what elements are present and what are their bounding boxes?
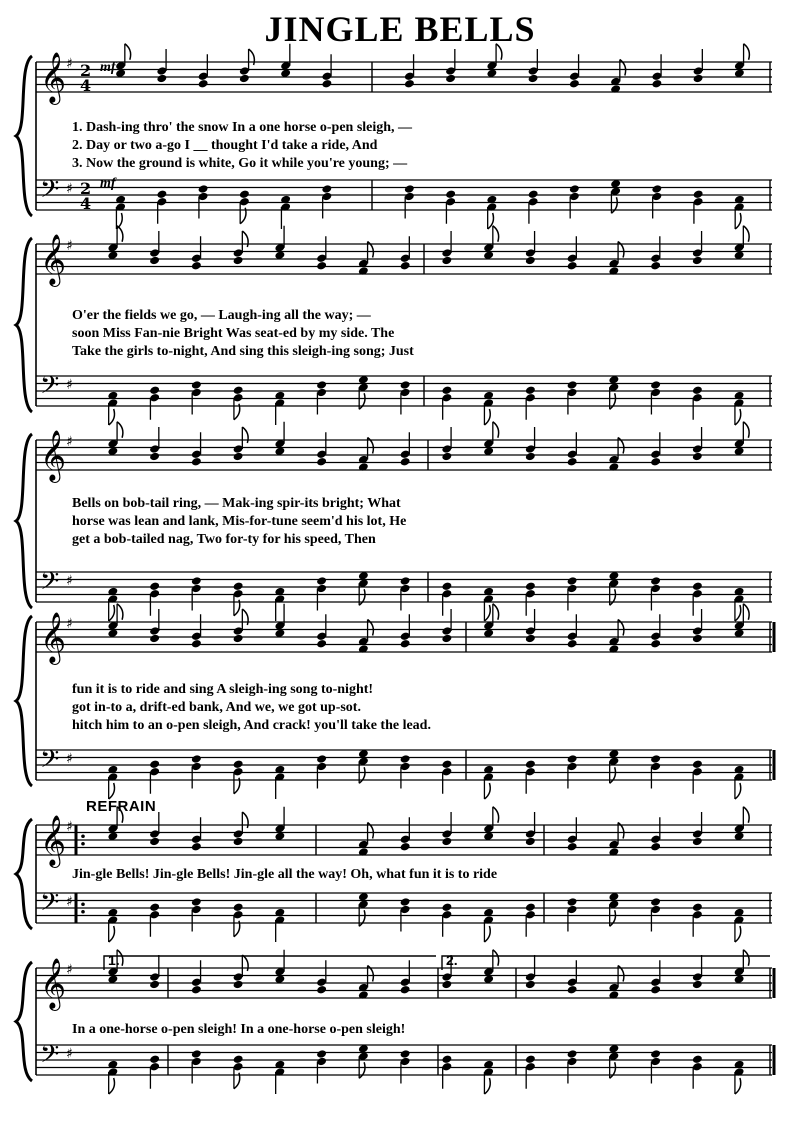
lyric-text: 3. Now the ground is white, Go it while you're young; — (72, 156, 408, 171)
sharp-icon: ♯ (66, 962, 73, 978)
volta-bracket (104, 956, 436, 970)
time-signature: 2 (80, 179, 92, 198)
lyric-text: Jin-gle Bells! Jin-gle Bells! Jin-gle all the way! Oh, what fun it is to ride (72, 867, 498, 882)
bass-clef-icon: 𝄢 (40, 567, 60, 602)
bass-clef-icon: 𝄢 (40, 175, 60, 210)
sharp-icon: ♯ (66, 377, 73, 393)
sharp-icon: ♯ (66, 56, 73, 72)
lyric-text: 2. Day or two a-go I __ thought I'd take a ride, And (72, 138, 378, 153)
treble-clef-icon: 𝄞 (40, 52, 67, 103)
treble-clef-icon: 𝄞 (40, 234, 67, 285)
sharp-icon: ♯ (66, 238, 73, 254)
sharp-icon: ♯ (66, 819, 73, 835)
dynamic-mark: mf (100, 60, 116, 75)
sharp-icon: ♯ (66, 616, 73, 632)
treble-clef-icon: 𝄞 (40, 612, 67, 663)
sharp-icon: ♯ (66, 894, 73, 910)
lyric-text: horse was lean and lank, Mis-for-tune seem'd his lot, He (72, 514, 407, 529)
treble-clef-icon: 𝄞 (40, 958, 67, 1009)
sharp-icon: ♯ (66, 573, 73, 589)
sharp-icon: ♯ (66, 181, 73, 197)
lyric-text: soon Miss Fan-nie Bright Was seat-ed by my side. The (72, 326, 395, 341)
time-signature: 4 (80, 76, 92, 95)
dynamic-mark: mf (100, 176, 116, 191)
song-title: JINGLE BELLS (264, 9, 536, 49)
treble-clef-icon: 𝄞 (40, 815, 67, 866)
lyric-text: 1. Dash-ing thro' the snow In a one horse o-pen sleigh, — (72, 120, 413, 135)
sharp-icon: ♯ (66, 434, 73, 450)
lyric-text: got in-to a, drift-ed bank, And we, we got up-sot. (72, 700, 361, 715)
bass-clef-icon: 𝄢 (40, 745, 60, 780)
sharp-icon: ♯ (66, 751, 73, 767)
bass-clef-icon: 𝄢 (40, 888, 60, 923)
lyric-text: Take the girls to-night, And sing this sleigh-ing song; Just (72, 344, 414, 359)
lyric-text: Bells on bob-tail ring, — Mak-ing spir-its bright; What (72, 496, 401, 511)
refrain-label: REFRAIN (86, 798, 157, 815)
time-signature: 4 (80, 194, 92, 213)
volta-label: 2. (446, 952, 458, 968)
bass-clef-icon: 𝄢 (40, 371, 60, 406)
lyric-text: get a bob-tailed nag, Two for-ty for his speed, Then (72, 532, 376, 547)
lyric-text: fun it is to ride and sing A sleigh-ing song to-night! (72, 682, 374, 697)
bass-clef-icon: 𝄢 (40, 1040, 60, 1075)
volta-label: 1. (108, 952, 120, 968)
lyric-text: O'er the fields we go, — Laugh-ing all the way; — (72, 308, 371, 323)
volta-bracket (442, 956, 770, 970)
time-signature: 2 (80, 61, 92, 80)
lyric-text: hitch him to an o-pen sleigh, And crack! you'll take the lead. (72, 718, 431, 733)
lyric-text: In a one-horse o-pen sleigh! In a one-horse o-pen sleigh! (72, 1022, 406, 1037)
sharp-icon: ♯ (66, 1046, 73, 1062)
treble-clef-icon: 𝄞 (40, 430, 67, 481)
